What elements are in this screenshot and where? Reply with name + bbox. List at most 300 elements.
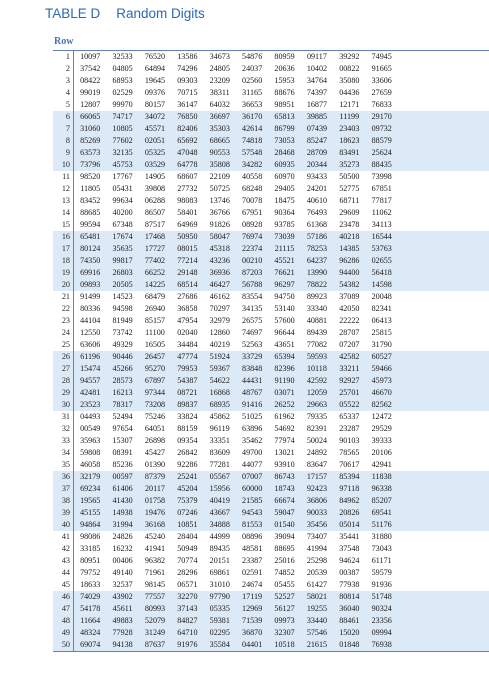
table-title	[45, 6, 205, 21]
row-number: 33	[53, 435, 74, 447]
digit-group: 69234	[80, 484, 101, 493]
digit-group: 40881	[306, 316, 328, 325]
digit-group: 15307	[112, 436, 133, 445]
digit-group: 08391	[112, 448, 133, 457]
digit-group: 24674	[242, 580, 263, 589]
digit-group: 09354	[177, 436, 198, 445]
digit-group: 61171	[371, 556, 392, 565]
digit-group: 34888	[209, 520, 230, 529]
digit-group: 05325	[144, 148, 166, 157]
digit-group: 70617	[339, 460, 360, 469]
row-number: 6	[53, 111, 74, 123]
digit-group: 43667	[209, 508, 230, 517]
digit-group: 38311	[209, 88, 230, 97]
digit-group: 77402	[144, 256, 166, 265]
digit-group: 16877	[306, 100, 328, 109]
digit-group: 82396	[274, 364, 295, 373]
digit-group: 06288	[144, 196, 166, 205]
digit-group: 20106	[371, 448, 392, 457]
digit-group: 74852	[274, 568, 295, 577]
row-number: 50	[53, 639, 74, 651]
digit-group: 12472	[371, 412, 392, 421]
table-row	[53, 615, 489, 627]
digit-group: 15474	[80, 364, 101, 373]
digit-group: 32533	[112, 52, 133, 61]
digit-group: 48324	[80, 628, 101, 637]
digit-group: 34072	[144, 112, 166, 121]
digit-group: 33606	[371, 76, 392, 85]
digit-group: 41941	[144, 544, 166, 553]
digit-group: 61962	[274, 412, 295, 421]
digit-group: 10097	[80, 52, 101, 61]
digit-group: 09303	[177, 76, 198, 85]
digit-group: 94624	[339, 556, 360, 565]
digit-group: 37542	[80, 64, 101, 73]
digit-group: 85247	[306, 136, 328, 145]
digit-group: 22374	[242, 244, 263, 253]
digit-group: 37089	[339, 292, 360, 301]
digit-group: 02655	[371, 256, 392, 265]
digit-group: 32179	[80, 472, 101, 481]
digit-group: 91826	[209, 220, 230, 229]
digit-group: 86799	[274, 124, 295, 133]
digit-group: 39333	[371, 436, 392, 445]
digit-group: 68248	[242, 184, 263, 193]
digit-group: 57600	[274, 316, 295, 325]
digit-group: 01540	[274, 520, 295, 529]
digit-group: 46162	[209, 292, 230, 301]
digit-group: 23523	[80, 400, 101, 409]
digit-group: 09732	[371, 124, 392, 133]
digit-group: 80157	[144, 100, 166, 109]
digit-group: 80814	[339, 592, 360, 601]
digit-group: 73039	[274, 232, 295, 241]
digit-group: 99634	[112, 196, 133, 205]
digit-group: 36040	[339, 604, 360, 613]
table-row	[53, 507, 489, 519]
digit-group: 84827	[177, 616, 198, 625]
digit-group: 05335	[209, 604, 230, 613]
digit-group: 61368	[306, 220, 328, 229]
digit-group: 27659	[371, 88, 392, 97]
digit-group: 47774	[177, 352, 198, 361]
digit-group: 70715	[177, 88, 198, 97]
digit-group: 90033	[306, 508, 328, 517]
digit-group: 20505	[112, 280, 133, 289]
digit-group: 88676	[274, 88, 295, 97]
digit-group: 79953	[177, 364, 198, 373]
digit-group: 25016	[274, 556, 295, 565]
digit-group: 58047	[209, 232, 230, 241]
table-row	[53, 99, 489, 111]
digit-group: 45155	[80, 508, 101, 517]
digit-group: 52079	[144, 616, 166, 625]
digit-group: 33340	[306, 304, 328, 313]
digit-group: 91499	[80, 292, 101, 301]
digit-group: 88159	[177, 424, 198, 433]
row-number: 41	[53, 531, 74, 543]
digit-group: 83452	[80, 196, 101, 205]
digit-group: 83491	[339, 148, 360, 157]
digit-group: 40219	[209, 340, 230, 349]
row-number: 31	[53, 411, 74, 423]
digit-group: 96644	[274, 328, 295, 337]
digit-group: 31790	[371, 340, 392, 349]
digit-group: 31994	[112, 520, 133, 529]
digit-group: 88461	[339, 616, 360, 625]
row-number: 35	[53, 459, 74, 471]
random-digits-table	[53, 34, 489, 652]
row-number: 19	[53, 267, 74, 279]
digit-group: 49883	[112, 616, 133, 625]
digit-group: 57186	[306, 232, 328, 241]
digit-group: 50725	[209, 184, 230, 193]
digit-group: 34673	[209, 52, 230, 61]
row-number: 18	[53, 255, 74, 267]
table-row	[53, 411, 489, 423]
digit-group: 19565	[80, 496, 101, 505]
digit-group: 45571	[144, 124, 166, 133]
digit-group: 04805	[112, 64, 133, 73]
table-row	[53, 363, 489, 375]
digit-group: 29529	[371, 424, 392, 433]
row-number: 47	[53, 603, 74, 615]
digit-group: 64778	[177, 160, 198, 169]
digit-group: 58401	[177, 208, 198, 217]
digit-group: 24037	[242, 64, 263, 73]
digit-group: 70078	[242, 196, 263, 205]
digit-group: 96119	[209, 424, 230, 433]
digit-group: 11805	[80, 184, 101, 193]
digit-group: 28709	[306, 148, 328, 157]
digit-group: 90324	[371, 604, 392, 613]
row-number: 38	[53, 495, 74, 507]
row-number: 44	[53, 567, 74, 579]
digit-group: 98083	[177, 196, 198, 205]
digit-group: 60970	[274, 172, 295, 181]
table-row	[53, 387, 489, 399]
row-number: 49	[53, 627, 74, 639]
digit-group: 05014	[339, 520, 360, 529]
digit-group: 08928	[242, 220, 263, 229]
digit-group: 83609	[209, 448, 230, 457]
table-row	[53, 627, 489, 639]
digit-group: 63606	[80, 340, 101, 349]
digit-group: 63896	[242, 424, 263, 433]
digit-group: 15020	[339, 628, 360, 637]
digit-group: 99594	[80, 220, 101, 229]
digit-group: 45427	[144, 448, 166, 457]
digit-group: 43651	[274, 340, 295, 349]
digit-group: 09117	[306, 52, 327, 61]
row-number: 26	[53, 351, 74, 363]
digit-group: 37548	[339, 544, 360, 553]
digit-group: 53763	[371, 244, 392, 253]
digit-group: 67851	[371, 184, 392, 193]
digit-group: 16232	[112, 544, 133, 553]
table-row	[53, 63, 489, 75]
digit-group: 96382	[144, 556, 166, 565]
digit-group: 44104	[80, 316, 101, 325]
digit-group: 94750	[274, 292, 295, 301]
digit-group: 31165	[242, 88, 263, 97]
row-number: 34	[53, 447, 74, 459]
digit-group: 50950	[177, 232, 198, 241]
digit-group: 43902	[112, 592, 133, 601]
digit-group: 41994	[306, 544, 328, 553]
row-number: 36	[53, 471, 74, 483]
digit-group: 36936	[209, 268, 230, 277]
digit-group: 26842	[177, 448, 198, 457]
digit-group: 93910	[274, 460, 295, 469]
table-row	[53, 591, 489, 603]
digit-group: 90553	[209, 148, 230, 157]
table-row	[53, 159, 489, 171]
digit-group: 93785	[274, 220, 295, 229]
digit-group: 13586	[177, 52, 198, 61]
digit-group: 45266	[112, 364, 133, 373]
digit-group: 54382	[339, 280, 360, 289]
digit-group: 18475	[274, 196, 295, 205]
digit-group: 12550	[80, 328, 101, 337]
digit-group: 02529	[112, 88, 133, 97]
digit-group: 01758	[144, 496, 166, 505]
digit-group: 64032	[209, 100, 230, 109]
digit-group: 25815	[371, 328, 392, 337]
digit-group: 66674	[274, 496, 295, 505]
digit-group: 23403	[339, 124, 360, 133]
digit-group: 04401	[242, 640, 263, 649]
digit-group: 33211	[339, 364, 360, 373]
digit-group: 23209	[209, 76, 230, 85]
digit-group: 16213	[112, 388, 133, 397]
digit-group: 97118	[339, 484, 360, 493]
digit-group: 80959	[274, 52, 295, 61]
digit-group: 77082	[306, 340, 328, 349]
digit-group: 45204	[177, 484, 198, 493]
digit-group: 87203	[242, 268, 263, 277]
digit-group: 81553	[242, 520, 263, 529]
digit-group: 24201	[306, 184, 328, 193]
digit-group: 03529	[144, 160, 166, 169]
digit-group: 59367	[209, 364, 230, 373]
digit-group: 91976	[177, 640, 198, 649]
digit-group: 68607	[177, 172, 198, 181]
digit-group: 40218	[339, 232, 360, 241]
row-number: 27	[53, 363, 74, 375]
digit-group: 86507	[144, 208, 166, 217]
digit-group: 14598	[371, 280, 392, 289]
table-row	[53, 567, 489, 579]
row-number: 10	[53, 159, 74, 171]
digit-group: 75246	[144, 412, 166, 421]
digit-group: 76833	[371, 100, 392, 109]
digit-group: 92927	[339, 376, 360, 385]
digit-group: 94598	[112, 304, 133, 313]
digit-group: 34135	[242, 304, 263, 313]
digit-group: 17767	[112, 172, 133, 181]
digit-group: 18743	[274, 484, 295, 493]
digit-group: 50024	[306, 436, 328, 445]
digit-group: 56788	[242, 280, 263, 289]
digit-group: 78565	[339, 448, 360, 457]
digit-group: 94400	[339, 268, 360, 277]
digit-group: 27732	[177, 184, 198, 193]
row-number: 4	[53, 87, 74, 99]
digit-group: 26575	[242, 316, 263, 325]
digit-group: 56127	[274, 604, 295, 613]
digit-group: 59579	[371, 568, 392, 577]
digit-group: 77817	[371, 196, 392, 205]
digit-group: 83554	[242, 292, 263, 301]
digit-group: 98086	[80, 532, 101, 541]
digit-group: 50500	[339, 172, 360, 181]
digit-group: 20344	[306, 160, 328, 169]
digit-group: 12171	[339, 100, 360, 109]
row-number: 9	[53, 147, 74, 159]
digit-group: 35808	[209, 160, 230, 169]
row-number: 20	[53, 279, 74, 291]
digit-group: 25241	[177, 472, 198, 481]
digit-group: 00597	[112, 472, 133, 481]
digit-group: 20539	[306, 568, 328, 577]
digit-group: 02591	[242, 568, 263, 577]
digit-group: 61196	[80, 352, 101, 361]
digit-group: 65813	[274, 112, 295, 121]
digit-group: 25701	[339, 388, 360, 397]
digit-group: 17119	[242, 592, 263, 601]
digit-group: 02051	[144, 136, 166, 145]
digit-group: 47048	[177, 148, 198, 157]
digit-group: 31249	[144, 628, 166, 637]
digit-group: 20826	[339, 508, 360, 517]
digit-group: 93433	[306, 172, 328, 181]
digit-group: 91416	[242, 400, 263, 409]
row-number: 30	[53, 399, 74, 411]
digit-group: 26940	[144, 304, 166, 313]
digit-group: 32307	[274, 628, 295, 637]
digit-group: 24892	[306, 448, 328, 457]
row-number: 24	[53, 327, 74, 339]
digit-group: 35456	[306, 520, 328, 529]
table-row	[53, 555, 489, 567]
digit-group: 66252	[144, 268, 166, 277]
digit-group: 16868	[209, 388, 230, 397]
digit-group: 21115	[274, 244, 295, 253]
digit-group: 88685	[80, 208, 101, 217]
digit-group: 64969	[177, 220, 198, 229]
table-row	[53, 339, 489, 351]
digit-group: 15956	[209, 484, 230, 493]
digit-group: 78253	[306, 244, 328, 253]
row-number: 1	[53, 51, 74, 63]
table-row	[53, 279, 489, 291]
digit-group: 60527	[371, 352, 392, 361]
digit-group: 45973	[371, 376, 392, 385]
digit-group: 36147	[177, 100, 198, 109]
digit-group: 82391	[306, 424, 328, 433]
row-number: 29	[53, 387, 74, 399]
digit-group: 19476	[144, 508, 166, 517]
digit-group: 97654	[112, 424, 133, 433]
digit-group: 14225	[144, 280, 166, 289]
digit-group: 97344	[144, 388, 166, 397]
digit-group: 09376	[144, 88, 166, 97]
digit-group: 83647	[306, 460, 328, 469]
table-row	[53, 231, 489, 243]
digit-group: 09994	[371, 628, 392, 637]
digit-group: 34484	[177, 340, 198, 349]
digit-group: 32135	[112, 148, 133, 157]
digit-group: 26898	[144, 436, 166, 445]
digit-group: 82341	[371, 304, 392, 313]
row-number: 23	[53, 315, 74, 327]
digit-group: 28404	[177, 532, 198, 541]
digit-group: 28707	[339, 328, 360, 337]
digit-group: 32979	[209, 316, 230, 325]
table-name: Random Digits	[116, 6, 205, 21]
digit-group: 42614	[242, 124, 263, 133]
digit-group: 05567	[209, 472, 230, 481]
digit-group: 78822	[306, 280, 328, 289]
digit-group: 85157	[144, 316, 166, 325]
digit-group: 67897	[144, 376, 166, 385]
digit-group: 39094	[274, 532, 295, 541]
digit-group: 96286	[339, 256, 360, 265]
digit-group: 12059	[306, 388, 328, 397]
digit-group: 08015	[177, 244, 198, 253]
table-row	[53, 291, 489, 303]
digit-group: 63573	[80, 148, 101, 157]
digit-group: 48767	[242, 388, 263, 397]
table-row	[53, 423, 489, 435]
digit-group: 13746	[209, 196, 230, 205]
digit-group: 36806	[306, 496, 328, 505]
digit-group: 71961	[144, 568, 166, 577]
digit-group: 78317	[112, 400, 133, 409]
digit-group: 11838	[371, 472, 392, 481]
digit-group: 87517	[144, 220, 166, 229]
table-row	[53, 219, 489, 231]
table-row	[53, 543, 489, 555]
digit-group: 22222	[339, 316, 360, 325]
digit-group: 58021	[306, 592, 328, 601]
row-number: 13	[53, 195, 74, 207]
digit-group: 10402	[306, 64, 328, 73]
digit-group: 52527	[274, 592, 295, 601]
digit-group: 81949	[112, 316, 133, 325]
digit-group: 54387	[177, 376, 198, 385]
digit-group: 65394	[274, 352, 295, 361]
digit-group: 00387	[339, 568, 360, 577]
digit-group: 08422	[80, 76, 101, 85]
digit-group: 96338	[371, 484, 392, 493]
digit-group: 86743	[274, 472, 295, 481]
digit-group: 73407	[306, 532, 328, 541]
row-number: 12	[53, 183, 74, 195]
digit-group: 24805	[209, 64, 230, 73]
row-number: 22	[53, 303, 74, 315]
digit-group: 67348	[112, 220, 133, 229]
digit-group: 96297	[274, 280, 295, 289]
table-row	[53, 255, 489, 267]
digit-group: 13990	[306, 268, 328, 277]
table-row	[53, 435, 489, 447]
digit-group: 16544	[371, 232, 392, 241]
digit-group: 31060	[80, 124, 101, 133]
digit-group: 08721	[177, 388, 198, 397]
row-number: 48	[53, 615, 74, 627]
